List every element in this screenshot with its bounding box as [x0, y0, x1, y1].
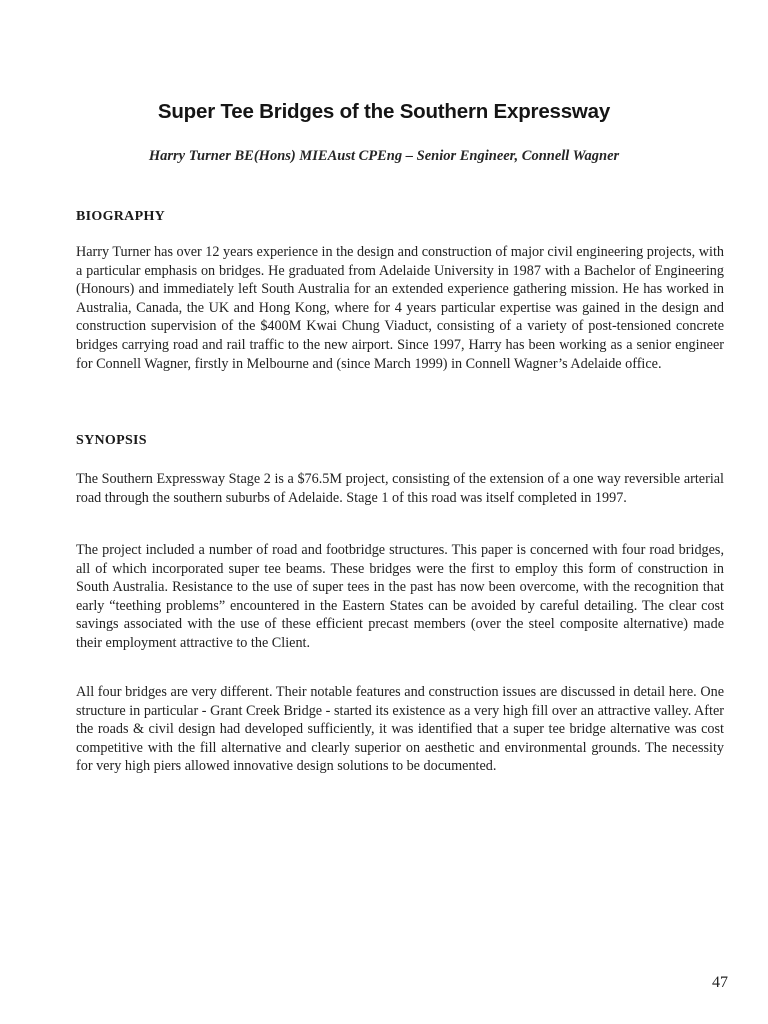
paper-title: Super Tee Bridges of the Southern Expressway	[157, 100, 611, 123]
author-line: Harry Turner BE(Hons) MIEAust CPEng – Senior Engineer, Connell Wagner	[148, 148, 620, 164]
biography-paragraph: Harry Turner has over 12 years experience in the design and construction of major civil engineering projects, with a particular emphasis on bridges. He graduated from Adelaide University in 1987 with a Bachelor of Engineering (Honours) and immediately left South Australia for an extended experience gathering mission. He has worked in Australia, Canada, the UK and Hong Kong, where for 4 years particular expertise was gained in the design and construction supervision of the $400M Kwai Chung Viaduct, consisting of a variety of post-tensioned concrete bridges carrying road and rail traffic to the new airport. Since 1997, Harry has been working as a senior engineer for Connell Wagner, firstly in Melbourne and (since March 1999) in Connell Wagner’s Adelaide office.	[76, 244, 724, 372]
synopsis-paragraph-2: The project included a number of road and footbridge structures. This paper is concerned with four road bridges, all of which incorporated super tee beams. These bridges were the first to employ this form of construction in South Australia. Resistance to the use of super tees in the past has now been overcome, with the recognition that early “teething problems” encountered in the Eastern States can be avoided by careful detailing. The clear cost savings associated with the use of these efficient precast members (over the steel composite alternative) made their employment attractive to the Client.	[76, 542, 724, 651]
section-heading-biography: BIOGRAPHY	[76, 209, 166, 224]
synopsis-paragraph-1: The Southern Expressway Stage 2 is a $76.5M project, consisting of the extension of a one way reversible arterial road through the southern suburbs of Adelaide. Stage 1 of this road was itself completed in 1997.	[76, 471, 724, 506]
section-heading-synopsis: SYNOPSIS	[76, 433, 147, 448]
synopsis-paragraph-3: All four bridges are very different. Their notable features and construction issues are discussed in detail here. One structure in particular - Grant Creek Bridge - started its existence as a very high fill over an attractive valley. After the roads & civil design had developed sufficiently, it was identified that a super tee bridge alternative was cost competitive with the fill alternative and clearly superior on aesthetic and environmental grounds. The necessity for very high piers allowed innovative design solutions to be documented.	[76, 684, 724, 775]
page-number: 47	[712, 974, 728, 991]
